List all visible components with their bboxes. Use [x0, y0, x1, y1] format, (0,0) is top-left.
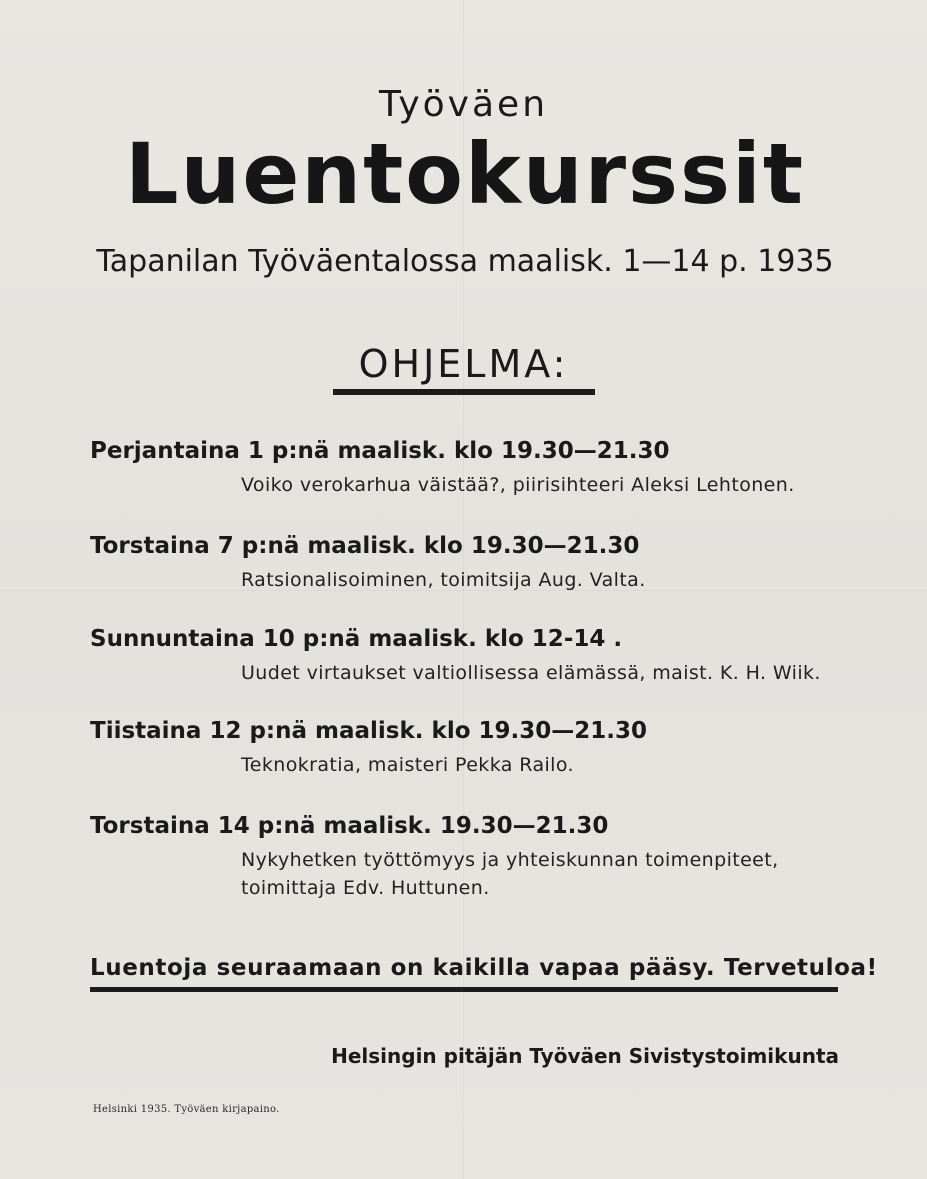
poster-title: Luentokurssit [125, 125, 805, 223]
lecture-item [90, 718, 850, 780]
lecture-schedule: Tiistaina 12 p:nä maalisk. klo 19.30—21.30 [90, 718, 648, 744]
program-heading-underline [333, 389, 595, 395]
program-heading: OHJELMA: [358, 342, 569, 386]
lecture-schedule: Torstaina 14 p:nä maalisk. 19.30—21.30 [90, 813, 609, 839]
lecture-item [90, 438, 850, 500]
organizer-name: Helsingin pitäjän Työväen Sivistystoimikunta [331, 1044, 839, 1068]
lecture-topic: Voiko verokarhua väistää?, piirisihteeri Aleksi Lehtonen. [241, 474, 795, 496]
lecture-item [90, 626, 850, 688]
lecture-item [90, 813, 850, 902]
lecture-schedule: Sunnuntaina 10 p:nä maalisk. klo 12-14 . [90, 626, 623, 652]
lecture-topic: Teknokratia, maisteri Pekka Railo. [241, 754, 574, 776]
place-and-date: Tapanilan Työväentalossa maalisk. 1—14 p. 1935 [96, 244, 834, 279]
printer-imprint: Helsinki 1935. Työväen kirjapaino. [93, 1104, 280, 1115]
lecture-topic: Uudet virtaukset valtiollisessa elämässä, maist. K. H. Wiik. [241, 662, 821, 684]
lecture-topic: Nykyhetken työttömyys ja yhteiskunnan toimenpiteet, toimittaja Edv. Huttunen. [241, 849, 779, 899]
lecture-schedule: Perjantaina 1 p:nä maalisk. klo 19.30—21.30 [90, 438, 670, 464]
poster-overline: Työväen [378, 84, 549, 125]
welcome-message: Luentoja seuraamaan on kaikilla vapaa pääsy. Tervetuloa! [90, 955, 878, 981]
lecture-schedule: Torstaina 7 p:nä maalisk. klo 19.30—21.30 [90, 533, 640, 559]
welcome-underline [90, 987, 838, 992]
lecture-item [90, 533, 850, 595]
lecture-topic: Ratsionalisoiminen, toimitsija Aug. Valta. [241, 569, 646, 591]
